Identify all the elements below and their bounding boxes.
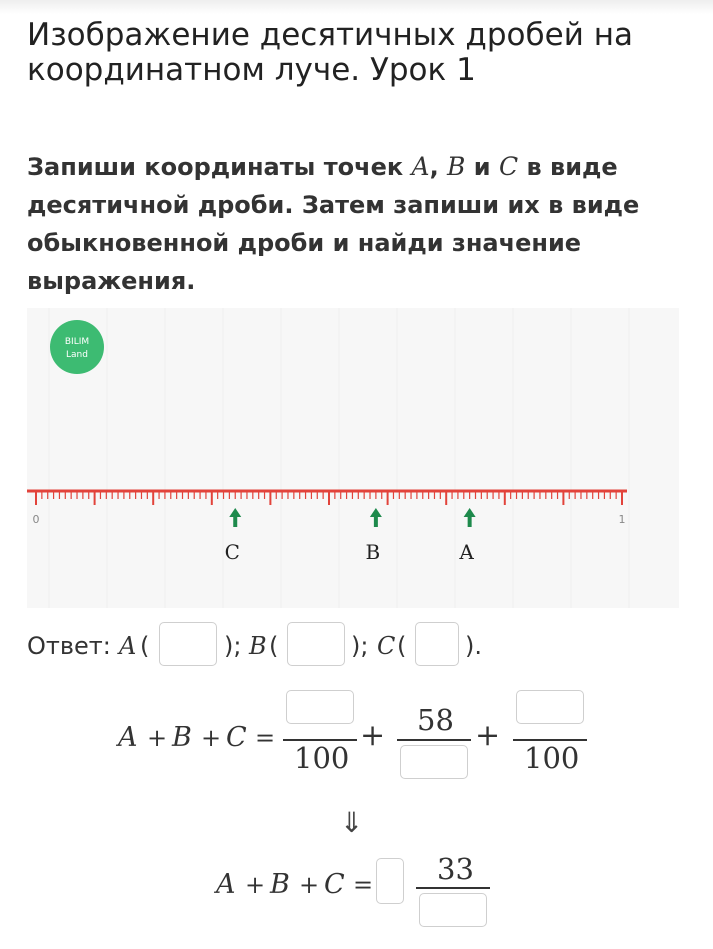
expr2-fraction-bar — [416, 887, 490, 889]
point-b-label: B — [447, 152, 466, 181]
implies-arrow: ⇓ — [340, 806, 364, 839]
expr2-a: A — [216, 869, 236, 900]
expr2-num: 33 — [437, 852, 474, 886]
answer-b-letter: B — [249, 632, 267, 660]
answer-a-sep: ); — [224, 632, 242, 660]
answer-label: Ответ: — [27, 632, 119, 660]
label-one: 1 — [618, 513, 626, 526]
point-c-label: C — [498, 152, 519, 181]
task-and: и — [473, 153, 491, 181]
answer-a-open: ( — [140, 632, 150, 660]
bilimland-logo — [50, 320, 104, 374]
expr1-den3: 100 — [524, 741, 580, 775]
point-c-letter: C — [224, 540, 240, 564]
number-line-ticks — [36, 491, 622, 505]
expr1-num2: 58 — [417, 703, 454, 737]
expr1-den2-input[interactable] — [400, 745, 468, 779]
top-bar — [0, 0, 713, 14]
expr1-den1: 100 — [294, 741, 350, 775]
answer-a-letter: A — [119, 632, 137, 660]
point-b-letter: B — [365, 540, 381, 564]
task-part2: в виде десятичной дроби. Затем запиши их в виде обыкновенной дроби и найди значение выражения. — [27, 153, 640, 295]
answer-c-letter: C — [377, 632, 396, 660]
expr2-b: B — [270, 869, 290, 900]
expr2-c: C — [324, 869, 345, 900]
expr1-num1-input[interactable] — [286, 690, 354, 724]
expr2-eq: = — [353, 871, 374, 899]
task-part1: Запиши координаты точек — [27, 153, 412, 181]
logo-text-line1: BILIM — [64, 337, 90, 347]
logo-text-line2: Land — [66, 350, 88, 360]
task-text — [27, 148, 687, 300]
expr1-plus2: + — [201, 724, 222, 752]
answer-c-input[interactable] — [415, 622, 459, 666]
expr1-plus3: + — [360, 718, 386, 753]
answer-b-sep: ); — [351, 632, 369, 660]
label-zero: 0 — [32, 513, 40, 526]
answer-b-input[interactable] — [287, 622, 345, 666]
expr2-whole-input[interactable] — [376, 858, 404, 904]
number-line-svg — [27, 308, 679, 608]
answer-row — [27, 622, 707, 668]
answer-b-open: ( — [269, 632, 279, 660]
point-a-letter: A — [459, 540, 474, 564]
number-line-figure — [27, 308, 679, 608]
expr1-num3-input[interactable] — [516, 690, 584, 724]
task-comma: , — [429, 153, 439, 181]
background-grid — [49, 308, 629, 608]
expr1-plus4: + — [475, 718, 501, 753]
expr1-a: A — [118, 722, 138, 753]
expr2-plus1: + — [245, 871, 266, 899]
point-b-arrow-icon — [370, 508, 382, 527]
expr1-c: C — [226, 722, 247, 753]
answer-c-open: ( — [397, 632, 407, 660]
expr2-den-input[interactable] — [419, 893, 487, 927]
point-a-arrow-icon — [464, 508, 476, 527]
expr2-plus2: + — [299, 871, 320, 899]
expr1-eq: = — [255, 724, 276, 752]
page-title: Изображение десятичных дробей на координатном луче. Урок 1 — [27, 17, 633, 88]
expr1-plus1: + — [147, 724, 168, 752]
expr1-b: B — [172, 722, 192, 753]
answer-end: ). — [465, 632, 482, 660]
expr1-fraction2-bar — [397, 739, 471, 741]
point-a-label: A — [411, 152, 430, 181]
answer-a-input[interactable] — [159, 622, 217, 666]
point-c-arrow-icon — [229, 508, 241, 527]
